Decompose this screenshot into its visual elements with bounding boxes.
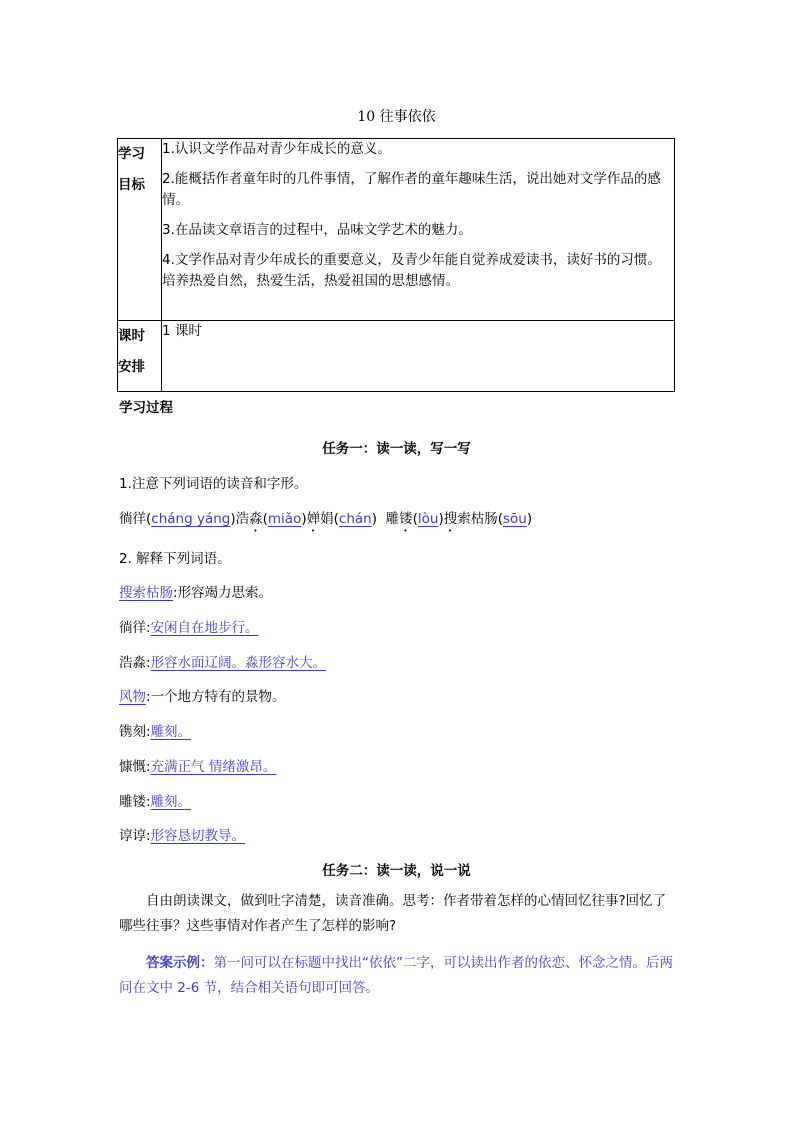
goals-content-cell [162, 139, 675, 321]
word-item: 搜索枯肠(sōu) [443, 511, 533, 527]
schedule-row [118, 321, 675, 392]
answer-label: 答案示例： [146, 955, 214, 971]
goal-item: 3.在品读文章语言的过程中，品味文学艺术的魅力。 [162, 222, 472, 238]
pinyin-word-list [119, 507, 532, 535]
goals-label-line2: 目标 [118, 177, 145, 193]
definition-item: 谆谆:形容恳切教导。 [119, 828, 246, 844]
word-item: 徜徉(cháng yáng) [119, 511, 236, 527]
schedule-label-cell [118, 321, 162, 392]
definition-item: 徜徉:安闲自在地步行。 [119, 620, 259, 636]
word-item: 婵娟(chán) [306, 511, 377, 527]
word-item: 雕镂(lòu) [385, 511, 444, 527]
schedule-label-line2: 安排 [118, 359, 145, 375]
section-title: 学习过程 [119, 400, 173, 416]
answer-text: 第一问可以在标题中找出“依依”二字，可以读出作者的依恋、怀念之情。后两问在文中 2-6 节，结合相关语句即可回答。 [119, 955, 673, 996]
goal-item: 1.认识文学作品对青少年成长的意义。 [162, 141, 391, 157]
page-title: 10 往事依依 [357, 109, 436, 125]
goal-item: 2.能概括作者童年时的几件事情，了解作者的童年趣味生活，说出她对文学作品的感情。 [162, 171, 661, 208]
goals-label-cell [118, 139, 162, 321]
definition-item: 搜索枯肠:形容竭力思索。 [119, 585, 273, 601]
definition-item: 浩淼:形容水面辽阔。淼形容水大。 [119, 655, 327, 671]
task2-answer [119, 951, 675, 1001]
word-item: 浩淼(miǎo) [235, 511, 307, 527]
task2-prompt: 自由朗读课文，做到吐字清楚，读音准确。思考：作者带着怎样的心情回忆往事?回忆了哪些往事？这些事情对作者产生了怎样的影响? [119, 893, 667, 934]
goals-row [118, 139, 675, 321]
schedule-label-line1: 课时 [118, 328, 145, 344]
definition-item: 雕镂:雕刻。 [119, 794, 192, 810]
goal-item: 4.文学作品对青少年成长的重要意义，及青少年能自觉养成爱读书，读好书的习惯。培养热爱自然，热爱生活，热爱祖国的思想感情。 [162, 252, 661, 289]
task1-question-1: 1.注意下列词语的读音和字形。 [119, 476, 308, 492]
goals-label-line1: 学习 [118, 146, 145, 162]
definition-item: 风物:一个地方特有的景物。 [119, 689, 286, 705]
task1-question-2: 2. 解释下列词语。 [119, 551, 231, 567]
schedule-value: 1 课时 [162, 323, 202, 339]
task1-title: 任务一：读一读，写一写 [322, 441, 471, 457]
definition-item: 慷慨:充满正气 情绪激昂。 [119, 759, 277, 775]
schedule-content-cell [162, 321, 675, 392]
definition-item: 镌刻:雕刻。 [119, 724, 192, 740]
task2-title: 任务二：读一读，说一说 [322, 863, 471, 879]
lesson-info-table [117, 138, 675, 392]
